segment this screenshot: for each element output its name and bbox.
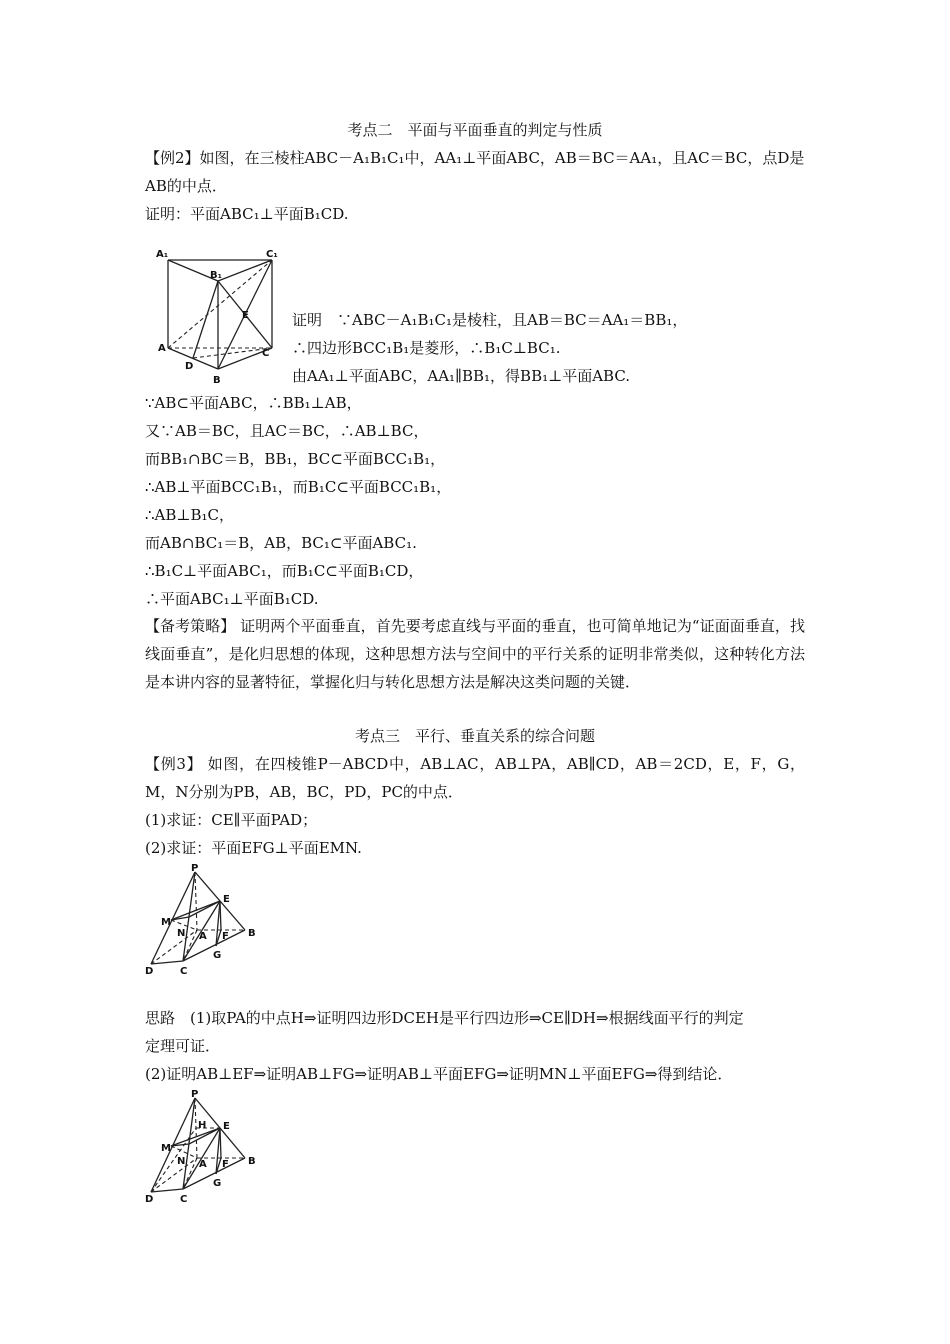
section3-title: 考点三 平行、垂直关系的综合问题 bbox=[354, 727, 595, 745]
label-F: F bbox=[222, 1159, 229, 1170]
label-P: P bbox=[191, 863, 199, 874]
label-G: G bbox=[213, 1178, 222, 1189]
example3-question-1: (1)求证：CE∥平面PAD； bbox=[145, 811, 318, 829]
label-N: N bbox=[177, 1156, 186, 1167]
pyramid-figure-2 bbox=[143, 1088, 268, 1206]
proof-line-5: 又∵AB＝BC，且AC＝BC，∴AB⊥BC， bbox=[145, 422, 429, 440]
proof-line-4: ∵AB⊂平面ABC，∴BB₁⊥AB， bbox=[145, 394, 362, 412]
label-C: C bbox=[180, 966, 188, 977]
label-E: E bbox=[223, 1121, 230, 1132]
label-C: C bbox=[180, 1194, 188, 1205]
pyramid-figure-1 bbox=[143, 862, 268, 977]
example2-line2: AB的中点． bbox=[145, 177, 227, 195]
label-P: P bbox=[191, 1089, 199, 1100]
label-A: A bbox=[199, 931, 207, 942]
hint-line-3: (2)证明AB⊥EF⇒证明AB⊥FG⇒证明AB⊥平面EFG⇒证明MN⊥平面EFG⇒得到结论． bbox=[145, 1065, 733, 1083]
label-B: B bbox=[248, 928, 256, 939]
label-A: A bbox=[158, 343, 166, 354]
label-B: B bbox=[213, 375, 221, 386]
strategy-paragraph: 【备考策略】 证明两个平面垂直，首先要考虑直线与平面的垂直，也可简单地记为“证面面垂直，找线面垂直”，是化归思想的体现，这种思想方法与空间中的平行关系的证明非常类似，这种转化方法是本讲内容的显著特征，掌握化归与转化思想方法是解决这类问题的关键． bbox=[145, 617, 805, 691]
label-M: M bbox=[161, 1143, 171, 1154]
label-B: B bbox=[248, 1156, 256, 1167]
section2-title: 考点二 平面与平面垂直的判定与性质 bbox=[347, 121, 603, 139]
proof-line-2: ∴四边形BCC₁B₁是菱形，∴B₁C⊥BC₁. bbox=[292, 339, 561, 357]
label-D: D bbox=[145, 1194, 154, 1205]
proof-line-1: 证明 ∵ABC－A₁B₁C₁是棱柱，且AB＝BC＝AA₁＝BB₁， bbox=[292, 311, 688, 329]
hint-line-2: 定理可证． bbox=[145, 1037, 221, 1055]
label-D: D bbox=[185, 361, 194, 372]
label-E: E bbox=[223, 894, 230, 905]
label-M: M bbox=[161, 917, 171, 928]
example3-text: 【例3】 如图，在四棱锥P－ABCD中，AB⊥AC，AB⊥PA，AB∥CD，AB＝2CD，E，F，G，M，N分别为PB，AB，BC，PD，PC的中点． bbox=[145, 755, 805, 801]
prism-figure bbox=[150, 245, 285, 390]
label-N: N bbox=[177, 928, 186, 939]
example3-question-2: (2)求证：平面EFG⊥平面EMN. bbox=[145, 839, 362, 857]
hint-line-1: 思路 (1)取PA的中点H⇒证明四边形DCEH是平行四边形⇒CE∥DH⇒根据线面平行的判定 bbox=[145, 1009, 744, 1027]
proof-line-11: ∴平面ABC₁⊥平面B₁CD. bbox=[145, 590, 319, 608]
proof-line-9: 而AB∩BC₁＝B，AB，BC₁⊂平面ABC₁. bbox=[145, 534, 417, 552]
label-D: D bbox=[145, 966, 154, 977]
label-C: C bbox=[262, 348, 270, 359]
label-G: G bbox=[213, 950, 222, 961]
proof-line-6: 而BB₁∩BC＝B，BB₁，BC⊂平面BCC₁B₁， bbox=[145, 450, 446, 468]
proof-line-3: 由AA₁⊥平面ABC，AA₁∥BB₁，得BB₁⊥平面ABC. bbox=[292, 367, 631, 385]
label-A1: A₁ bbox=[156, 249, 169, 260]
label-E: E bbox=[242, 310, 249, 321]
proof-line-10: ∴B₁C⊥平面ABC₁，而B₁C⊂平面B₁CD， bbox=[145, 562, 424, 580]
example2-line1: 【例2】如图，在三棱柱ABC－A₁B₁C₁中，AA₁⊥平面ABC，AB＝BC＝AA₁，且AC＝BC，点D是 bbox=[145, 149, 805, 167]
label-C1: C₁ bbox=[266, 249, 278, 260]
label-H: H bbox=[198, 1120, 207, 1131]
proof-line-7: ∴AB⊥平面BCC₁B₁，而B₁C⊂平面BCC₁B₁， bbox=[145, 478, 452, 496]
example2-question: 证明：平面ABC₁⊥平面B₁CD. bbox=[145, 205, 349, 223]
label-A: A bbox=[199, 1159, 207, 1170]
label-B1: B₁ bbox=[210, 270, 223, 281]
label-F: F bbox=[222, 931, 229, 942]
proof-line-8: ∴AB⊥B₁C， bbox=[145, 506, 235, 524]
